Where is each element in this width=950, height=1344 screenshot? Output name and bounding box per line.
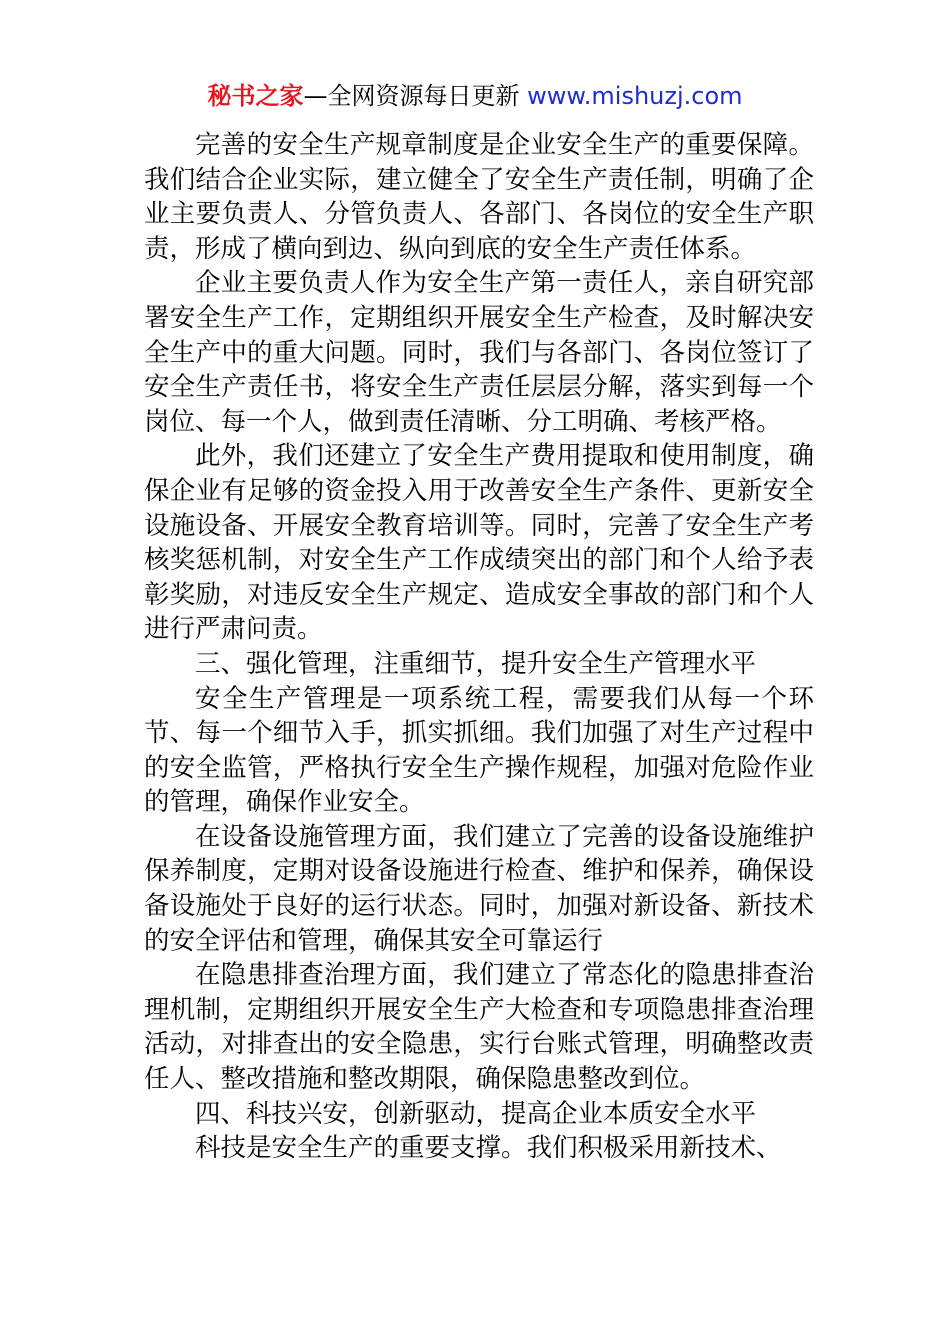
- document-body: [144, 128, 814, 1166]
- section-heading: 四、科技兴安，创新驱动，提高企业本质安全水平: [195, 1098, 757, 1129]
- paragraph: 此外，我们还建立了安全生产费用提取和使用制度，确保企业有足够的资金投入用于改善安全生产条件、更新安全设施设备、开展安全教育培训等。同时，完善了安全生产考核奖惩机制，对安全生产工作成绩突出的部门和个人给予表彰奖励，对违反安全生产规定、造成安全事故的部门和个人进行严肃问责。: [144, 441, 814, 645]
- section-heading: 三、强化管理，注重细节，提升安全生产管理水平: [195, 648, 757, 679]
- site-header: [0, 78, 950, 114]
- paragraph: 企业主要负责人作为安全生产第一责任人，亲自研究部署安全生产工作，定期组织开展安全生产检查，及时解决安全生产中的重大问题。同时，我们与各部门、各岗位签订了安全生产责任书，将安全生产责任层层分解，落实到每一个岗位、每一个人，做到责任清晰、分工明确、考核严格。: [144, 268, 814, 437]
- paragraph: 安全生产管理是一项系统工程，需要我们从每一个环节、每一个细节入手，抓实抓细。我们加强了对生产过程中的安全监管，严格执行安全生产操作规程，加强对危险作业的管理，确保作业安全。: [144, 683, 814, 818]
- header-tagline: —全网资源每日更新: [303, 82, 528, 110]
- paragraph: 在设备设施管理方面，我们建立了完善的设备设施维护保养制度，定期对设备设施进行检查、维护和保养，确保设备设施处于良好的运行状态。同时，加强对新设备、新技术的安全评估和管理，确保其安全可靠运行: [144, 821, 814, 956]
- site-url-link[interactable]: www.mishuzj.com: [527, 82, 743, 110]
- brand-name: 秘书之家: [207, 82, 304, 110]
- paragraph: 科技是安全生产的重要支撑。我们积极采用新技术、: [195, 1133, 782, 1164]
- paragraph: 在隐患排查治理方面，我们建立了常态化的隐患排查治理机制，定期组织开展安全生产大检查和专项隐患排查治理活动，对排查出的安全隐患，实行台账式管理，明确整改责任人、整改措施和整改期限，确保隐患整改到位。: [144, 960, 814, 1095]
- paragraph: 完善的安全生产规章制度是企业安全生产的重要保障。我们结合企业实际，建立健全了安全生产责任制，明确了企业主要负责人、分管负责人、各部门、各岗位的安全生产职责，形成了横向到边、纵向到底的安全生产责任体系。: [144, 130, 814, 264]
